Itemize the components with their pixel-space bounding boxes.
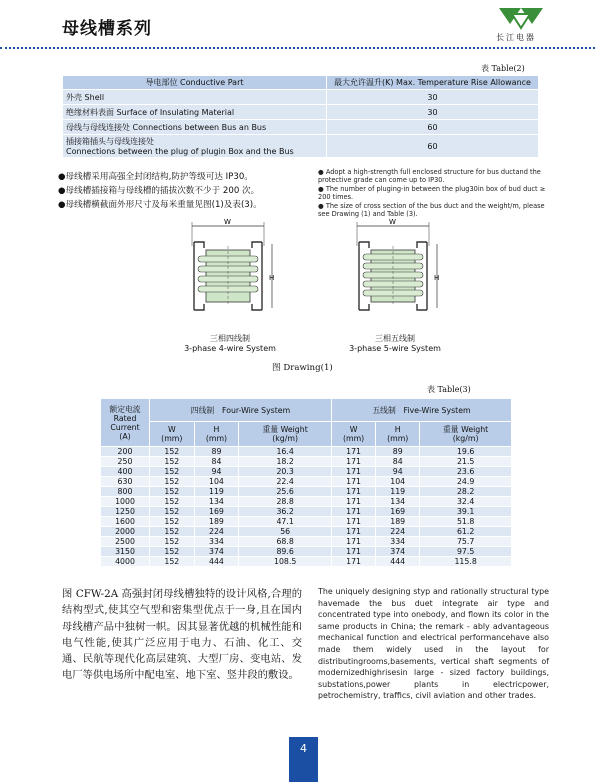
table-cell: 1000 [101,497,150,507]
header-line: Rated [113,413,137,423]
table-cell: 23.6 [420,467,512,477]
table2-col-part: 导电部位 Conductive Part [63,76,327,90]
table-cell: 61.2 [420,527,512,537]
table2-value: 30 [327,105,539,120]
subheader-unit: (mm) [387,434,409,443]
subheader-label: 重量 Weight [262,425,308,434]
five-wire-header: 五线制 Five-Wire System [332,399,512,422]
table-cell: 2000 [101,527,150,537]
subheader-unit: (kg/m) [272,434,299,443]
table-cell: 250 [101,457,150,467]
description-english: The uniquely designing styp and rationally structural type havemade the bus duet integrate air type and concentrated type into onebody, and flown its color in the same products in China; the remark - ably advantageous mechanical function and electrical performancehave also made them widely used in the layout for distributingrooms,basements, vertical shaft segments of modernizedhighrisesin large - sized factory buildings, substations,power plants in electricpower, petrochemistry, traffics, civil aviation and other trades. [318,587,549,701]
table-cell: 171 [332,497,376,507]
table-cell: 4000 [101,557,150,567]
subheader-label: 重量 Weight [443,425,489,434]
table-row [63,90,539,105]
subheader-label: H [394,425,401,434]
table-cell: 169 [376,507,420,517]
page-title: 母线槽系列 [62,19,152,39]
table-cell: 171 [332,487,376,497]
table-cell: 94 [376,467,420,477]
table-cell: 84 [194,457,239,467]
busduct-4wire-drawing [180,216,280,320]
table-row [101,497,512,507]
table-cell: 28.2 [420,487,512,497]
table-cell: 97.5 [420,547,512,557]
table2-part: 母线与母线连接处 Connections between Bus an Bus [63,120,327,135]
drawing-caption-4wire [170,333,290,353]
table-cell: 152 [150,497,195,507]
table3-body [101,447,512,567]
table-cell: 444 [194,557,239,567]
table-row [101,477,512,487]
subheader-unit: (mm) [342,434,365,443]
table-row [101,507,512,517]
table-cell: 84 [376,457,420,467]
table-cell: 171 [332,547,376,557]
table2-part: 外壳 Shell [63,90,327,105]
busduct-5wire-drawing [345,216,445,320]
subheader-cell [420,422,512,447]
table-cell: 89 [194,447,239,457]
bullet-item: ● The size of cross section of the bus duct and the weight/m, please see Drawing (1) and Table (3). [318,201,545,219]
table-row [101,457,512,467]
caption-cn: 三相四线制 [210,334,250,343]
table-cell: 171 [332,507,376,517]
caption-en: 3-phase 4-wire System [184,344,276,353]
table-cell: 224 [194,527,239,537]
table-row [101,537,512,547]
caption-cn: 三相五线制 [375,334,415,343]
table-cell: 152 [150,457,195,467]
subheader-unit: (mm) [161,434,183,443]
dim-w-label: W [224,218,231,226]
rated-current-header [101,399,150,447]
table-cell: 1600 [101,517,150,527]
bullets-english [318,168,550,218]
table2-value: 60 [327,135,539,158]
table-cell: 134 [376,497,420,507]
bullet-item: ●母线槽采用高强全封闭结构,防护等级可达 IP30。 [58,172,253,182]
subheader-unit: (kg/m) [452,434,479,443]
table-cell: 152 [150,487,195,497]
description-chinese: 图 CFW-2A 高强封闭母线槽独特的设计风格,合理的结构型式,使其空气型和密集型优点于一身,且在国内母线槽产品中独树一帜。因其显著优越的机械性能和电气性能,使其广泛应用于电力、石油、化工、交通、民航等现代化高层建筑、大型厂房、变电站、发电厂等供电场所中配电室、地下室、竖井段的敷设。 [62,588,302,682]
table-cell: 171 [332,477,376,487]
table-cell: 89.6 [239,547,332,557]
table-cell: 20.3 [239,467,332,477]
table-row [101,557,512,567]
subheader-label: W [167,425,176,434]
table-cell: 21.5 [420,457,512,467]
subheader-cell [239,422,332,447]
subheader-row [101,422,512,447]
subheader-label: H [213,425,220,434]
table-row [63,120,539,135]
logo-text: 长江电器 [496,33,536,42]
dim-h-label: H [434,274,440,282]
table-cell: 56 [239,527,332,537]
table-cell: 444 [376,557,420,567]
table-cell: 152 [150,477,195,487]
table-cell: 16.4 [239,447,332,457]
header-line: Current [110,422,140,432]
table-cell: 152 [150,447,195,457]
table-row [63,135,539,158]
table-cell: 171 [332,527,376,537]
table-cell: 400 [101,467,150,477]
table2-part-cn: 插接箱插头与母线连接处 [66,137,154,146]
table-cell: 119 [376,487,420,497]
table-cell: 171 [332,467,376,477]
bullet-item: ● Adopt a high-strength full enclosed structure for bus ductand the protective grade can come up to IP30. [318,168,541,185]
table-row [101,527,512,537]
drawing-figure-caption: 图 Drawing(1) [272,363,333,373]
bullet-item: ● The number of pluging-in between the plug30in box of bud duct ≥ 200 times. [318,184,546,202]
subheader-cell [376,422,420,447]
table3-note: 表 Table(3) [427,385,471,394]
drawing-caption-5wire [335,333,455,353]
subheader-cell [332,422,376,447]
dim-w-label: W [389,218,396,226]
table-row [101,467,512,477]
table-cell: 630 [101,477,150,487]
bullet-item: ●母线槽横截面外形尺寸及每米重量见图(1)及表(3)。 [58,200,262,210]
table-cell: 171 [332,537,376,547]
table-cell: 189 [376,517,420,527]
table2-part: 绝缘材料表面 Surface of Insulating Material [63,105,327,120]
header-divider [0,47,595,49]
table-row [63,105,539,120]
table-cell: 152 [150,537,195,547]
bullets-chinese [58,170,313,212]
busduct-dimensions-table [100,398,512,567]
table-cell: 104 [194,477,239,487]
table-cell: 374 [376,547,420,557]
header-line: (A) [119,431,131,441]
subheader-cell [150,422,195,447]
table-cell: 19.6 [420,447,512,457]
table-cell: 28.8 [239,497,332,507]
bullet-item: ●母线槽插接箱与母线槽的插拔次数不少于 200 次。 [58,186,260,196]
table-cell: 200 [101,447,150,457]
table-cell: 800 [101,487,150,497]
table-cell: 104 [376,477,420,487]
subheader-cell [194,422,239,447]
table-cell: 334 [376,537,420,547]
table-cell: 75.7 [420,537,512,547]
table-cell: 169 [194,507,239,517]
table2-part [63,135,327,158]
table-cell: 134 [194,497,239,507]
subheader-unit: (mm) [205,434,228,443]
header-line: 额定电流 [109,404,141,414]
subheader-label: W [349,425,358,434]
table-cell: 189 [194,517,239,527]
table-cell: 171 [332,517,376,527]
table-row [101,447,512,457]
temperature-rise-table [62,75,539,158]
table-cell: 3150 [101,547,150,557]
table-cell: 224 [376,527,420,537]
table-cell: 108.5 [239,557,332,567]
table-cell: 24.9 [420,477,512,487]
four-wire-header: 四线制 Four-Wire System [150,399,332,422]
table-cell: 152 [150,557,195,567]
table2-col-rise: 最大允许温升(K) Max. Temperature Rise Allowance [327,76,539,90]
caption-en: 3-phase 5-wire System [349,344,441,353]
table-cell: 171 [332,447,376,457]
table-row [101,487,512,497]
table-cell: 36.2 [239,507,332,517]
page-number: 4 [300,742,307,755]
table-cell: 22.4 [239,477,332,487]
table-cell: 119 [194,487,239,497]
table-cell: 2500 [101,537,150,547]
table-cell: 94 [194,467,239,477]
table-cell: 374 [194,547,239,557]
table2-part-en: Connections between the plug of plugin Box and the Bus [66,147,294,156]
table-row [101,517,512,527]
table2-value: 30 [327,90,539,105]
table-cell: 25.6 [239,487,332,497]
table2-value: 60 [327,120,539,135]
table-cell: 152 [150,467,195,477]
table-cell: 171 [332,457,376,467]
table-cell: 152 [150,527,195,537]
table-cell: 68.8 [239,537,332,547]
table-cell: 39.1 [420,507,512,517]
table2-note: 表 Table(2) [481,64,525,73]
table-cell: 334 [194,537,239,547]
table-cell: 18.2 [239,457,332,467]
table-cell: 32.4 [420,497,512,507]
table-cell: 152 [150,507,195,517]
table-cell: 152 [150,547,195,557]
table-cell: 171 [332,557,376,567]
table-cell: 51.8 [420,517,512,527]
table-cell: 115.8 [420,557,512,567]
table-cell: 152 [150,517,195,527]
dim-h-label: H [269,274,275,282]
table-cell: 89 [376,447,420,457]
table-row [101,547,512,557]
table-cell: 47.1 [239,517,332,527]
table-cell: 1250 [101,507,150,517]
